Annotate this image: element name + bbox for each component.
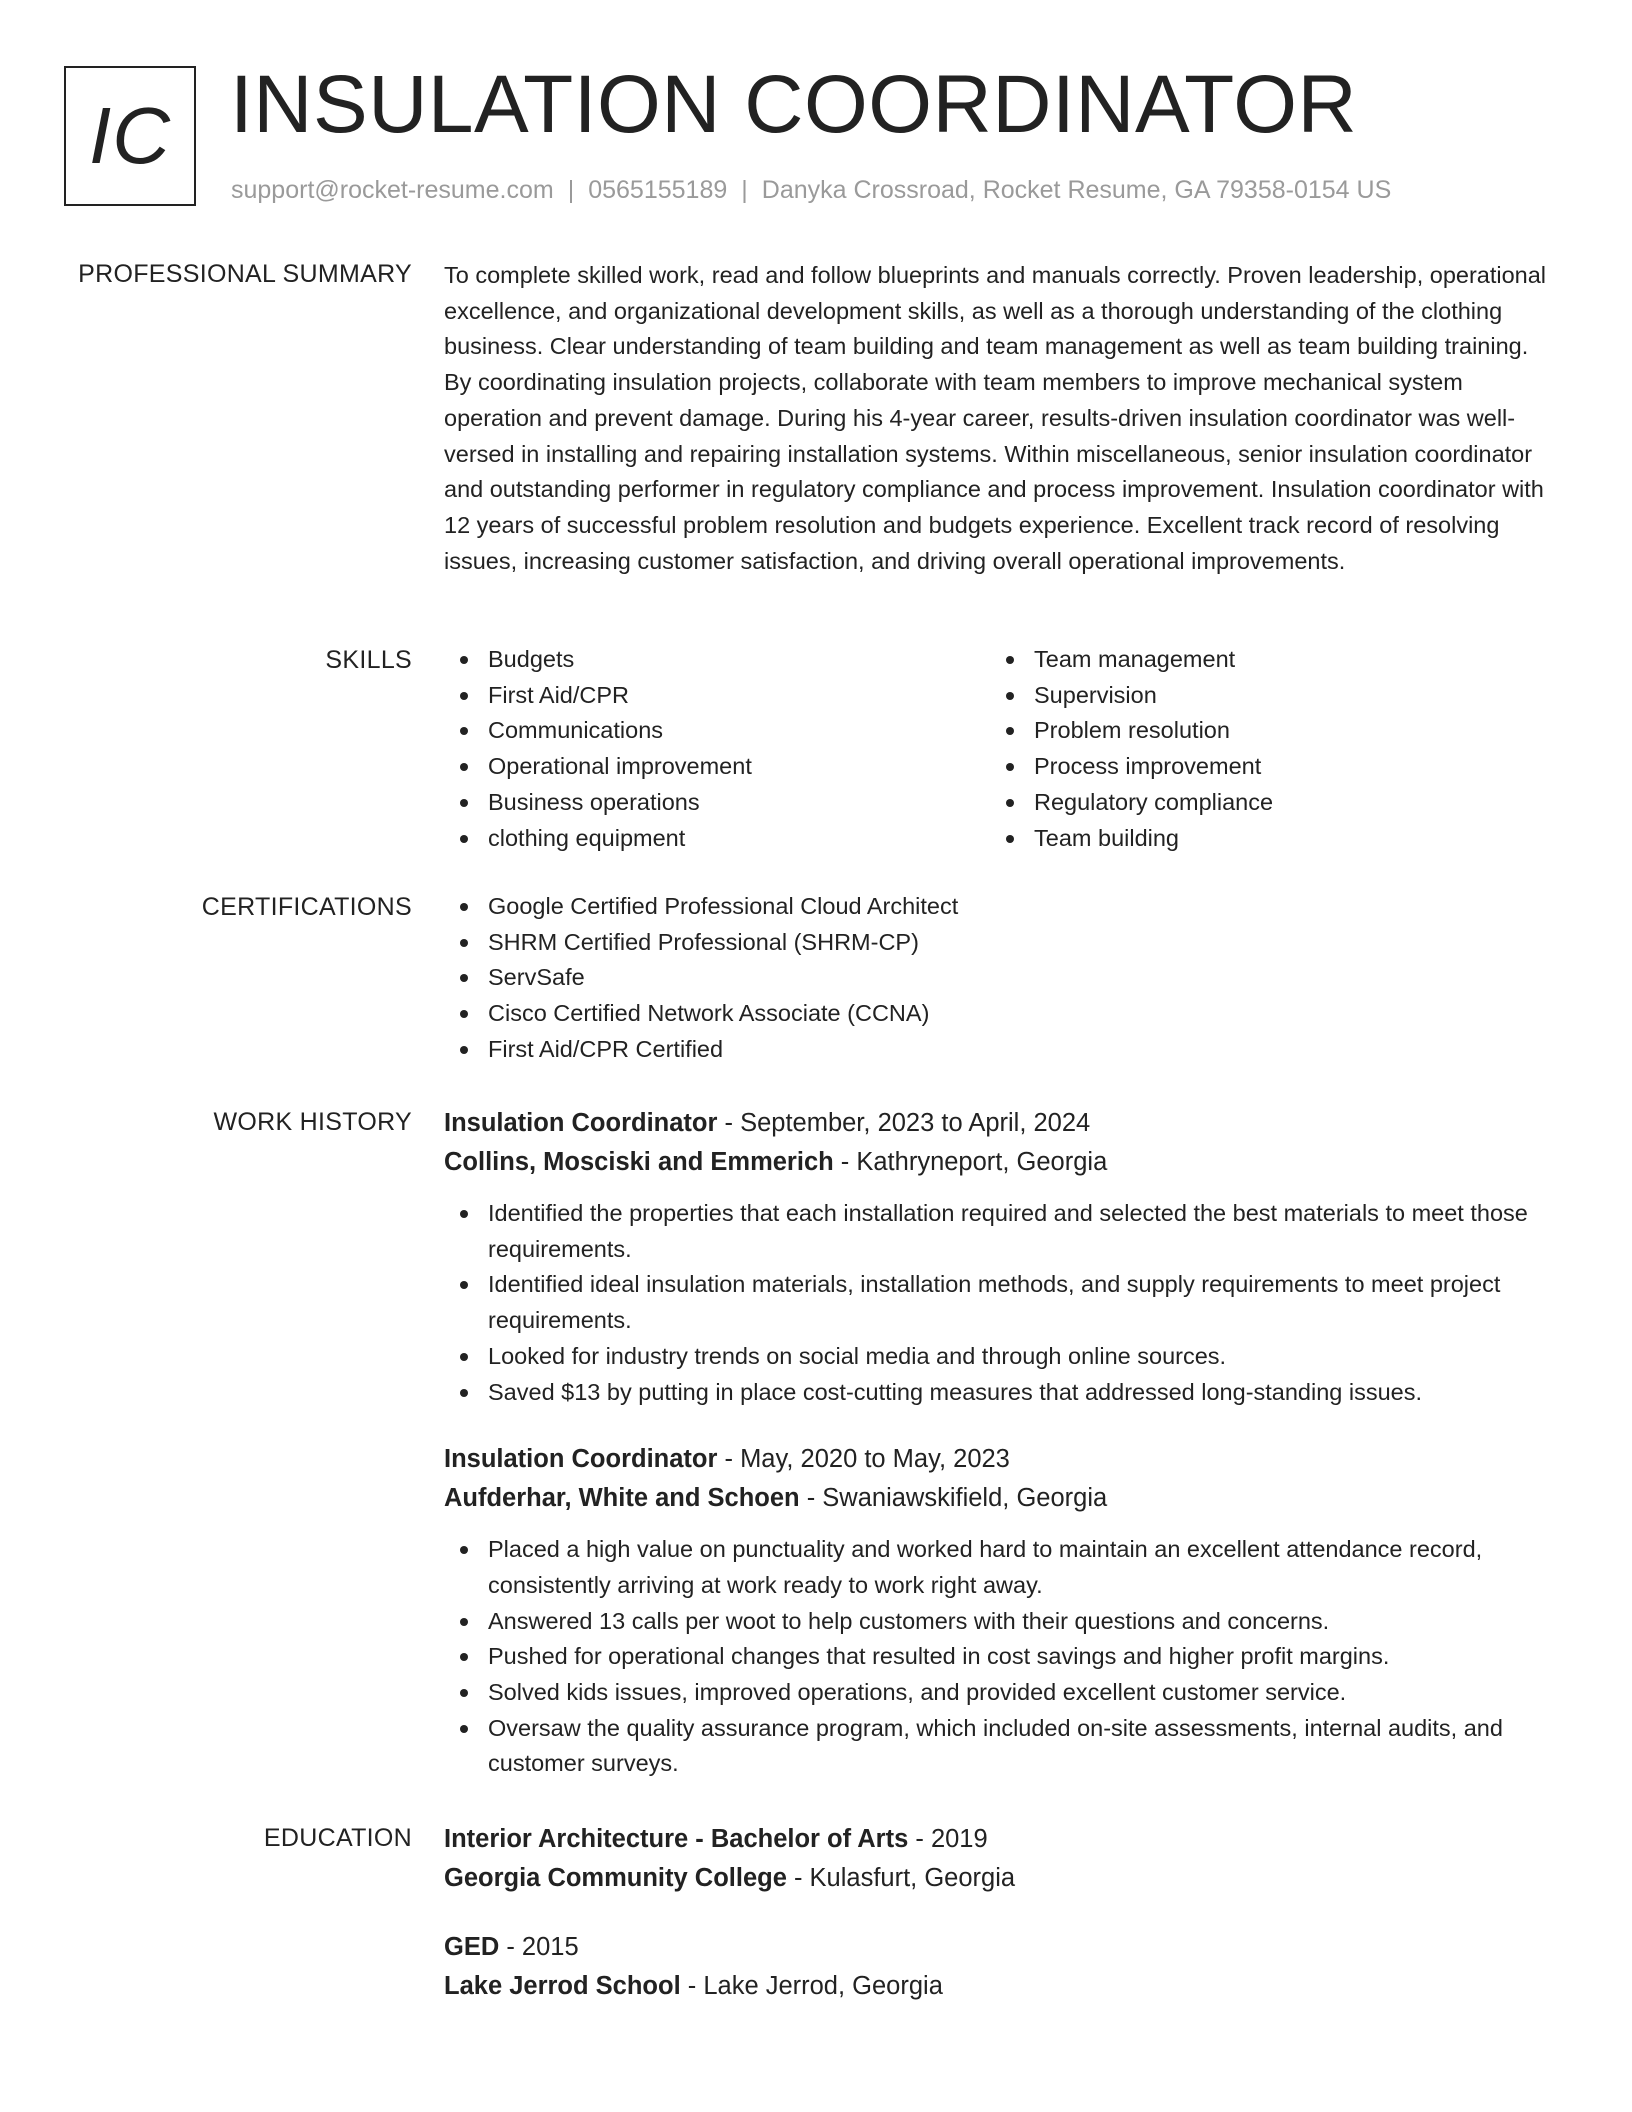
job-title-line (444, 1440, 1554, 1479)
section-title-summary: PROFESSIONAL SUMMARY (78, 260, 412, 288)
list-item: Answered 13 calls per woot to help customers with their questions and concerns. (444, 1604, 1554, 1640)
contact-separator: | (567, 176, 575, 204)
contact-line (231, 172, 1391, 208)
skills-list-left (444, 642, 990, 856)
candidate-name: INSULATION COORDINATOR (230, 59, 1358, 150)
list-item: Solved kids issues, improved operations, and provided excellent customer service. (444, 1675, 1554, 1711)
list-item: Looked for industry trends on social media and through online sources. (444, 1339, 1554, 1375)
degree-year: - 2019 (908, 1825, 988, 1853)
list-item: Problem resolution (990, 713, 1536, 749)
degree-line (444, 1820, 1554, 1859)
list-item: Team management (990, 642, 1536, 678)
education-entry (444, 1820, 1554, 1898)
degree-line (444, 1928, 1554, 1967)
job-location: - Swaniawskifield, Georgia (799, 1484, 1108, 1513)
school-location: - Kulasfurt, Georgia (786, 1864, 1016, 1892)
list-item: Google Certified Professional Cloud Architect (444, 889, 1554, 925)
degree-year: - 2015 (499, 1933, 579, 1961)
list-item: Process improvement (990, 749, 1536, 785)
job-title: Insulation Coordinator (444, 1445, 718, 1474)
job-bullets (444, 1196, 1554, 1410)
list-item: Regulatory compliance (990, 785, 1536, 821)
list-item: First Aid/CPR (444, 678, 990, 714)
list-item: Business operations (444, 785, 990, 821)
school: Lake Jerrod School (444, 1972, 681, 2000)
list-item: Team building (990, 821, 1536, 857)
school-location: - Lake Jerrod, Georgia (680, 1972, 943, 2000)
initials-monogram: IC (64, 66, 196, 206)
job-location: - Kathryneport, Georgia (833, 1148, 1108, 1176)
list-item: Operational improvement (444, 749, 990, 785)
job-company-line (444, 1479, 1554, 1518)
job-entry (444, 1440, 1554, 1782)
job-company-line (444, 1143, 1554, 1182)
section-title-education: EDUCATION (263, 1824, 412, 1852)
list-item: Pushed for operational changes that resulted in cost savings and higher profit margins. (444, 1639, 1554, 1675)
list-item: Oversaw the quality assurance program, which included on-site assessments, internal audits, and customer surveys. (444, 1711, 1554, 1782)
contact-separator: | (741, 176, 748, 204)
education-entry (444, 1928, 1554, 2006)
contact-phone[interactable]: 0565155189 (588, 176, 728, 204)
list-item: Budgets (444, 642, 990, 678)
skills-list-right (990, 642, 1536, 856)
job-company: Aufderhar, White and Schoen (444, 1484, 800, 1513)
list-item: Placed a high value on punctuality and worked hard to maintain an excellent attendance record, consistently arriving at work ready to work right away. (444, 1532, 1554, 1603)
job-entry (444, 1104, 1554, 1410)
contact-email[interactable]: support@rocket-resume.com (231, 176, 554, 204)
job-bullets (444, 1532, 1554, 1782)
list-item: Supervision (990, 678, 1536, 714)
school-line (444, 1859, 1554, 1898)
job-dates: - May, 2020 to May, 2023 (717, 1445, 1010, 1474)
certifications-list (444, 889, 1554, 1068)
list-item: clothing equipment (444, 821, 990, 857)
job-company: Collins, Mosciski and Emmerich (444, 1148, 834, 1176)
degree: Interior Architecture - Bachelor of Arts (444, 1825, 909, 1853)
section-title-certifications: CERTIFICATIONS (201, 893, 412, 921)
list-item: SHRM Certified Professional (SHRM-CP) (444, 925, 1554, 961)
list-item: ServSafe (444, 960, 1554, 996)
list-item: Saved $13 by putting in place cost-cutting measures that addressed long-standing issues. (444, 1375, 1554, 1411)
contact-address: Danyka Crossroad, Rocket Resume, GA 79358-0154 US (761, 176, 1392, 204)
summary-text: To complete skilled work, read and follow blueprints and manuals correctly. Proven leadership, operational excellence, and organizational development skills, as well as a thorough understanding of the clothing business. Clear understanding of team building and team management as well as team building training. By coordinating insulation projects, collaborate with team members to improve mechanical system operation and prevent damage. During his 4-year career, results-driven insulation coordinator was well-versed in installing and repairing installation systems. Within miscellaneous, senior insulation coordinator and outstanding performer in regulatory compliance and process improvement. Insulation coordinator with 12 years of successful problem resolution and budgets experience. Excellent track record of resolving issues, increasing customer satisfaction, and driving overall operational improvements. (444, 262, 1547, 574)
section-title-skills: SKILLS (325, 646, 412, 674)
list-item: Identified the properties that each installation required and selected the best materials to meet those requirements. (444, 1196, 1554, 1267)
list-item: Communications (444, 713, 990, 749)
list-item: Identified ideal insulation materials, installation methods, and supply requirements to meet project requirements. (444, 1267, 1554, 1338)
school: Georgia Community College (444, 1864, 787, 1892)
school-line (444, 1967, 1554, 2006)
degree: GED (444, 1933, 500, 1961)
section-title-work-history: WORK HISTORY (213, 1108, 412, 1136)
job-dates: - September, 2023 to April, 2024 (717, 1109, 1091, 1137)
job-title: Insulation Coordinator (444, 1109, 718, 1137)
job-title-line (444, 1104, 1554, 1143)
list-item: First Aid/CPR Certified (444, 1032, 1554, 1068)
list-item: Cisco Certified Network Associate (CCNA) (444, 996, 1554, 1032)
